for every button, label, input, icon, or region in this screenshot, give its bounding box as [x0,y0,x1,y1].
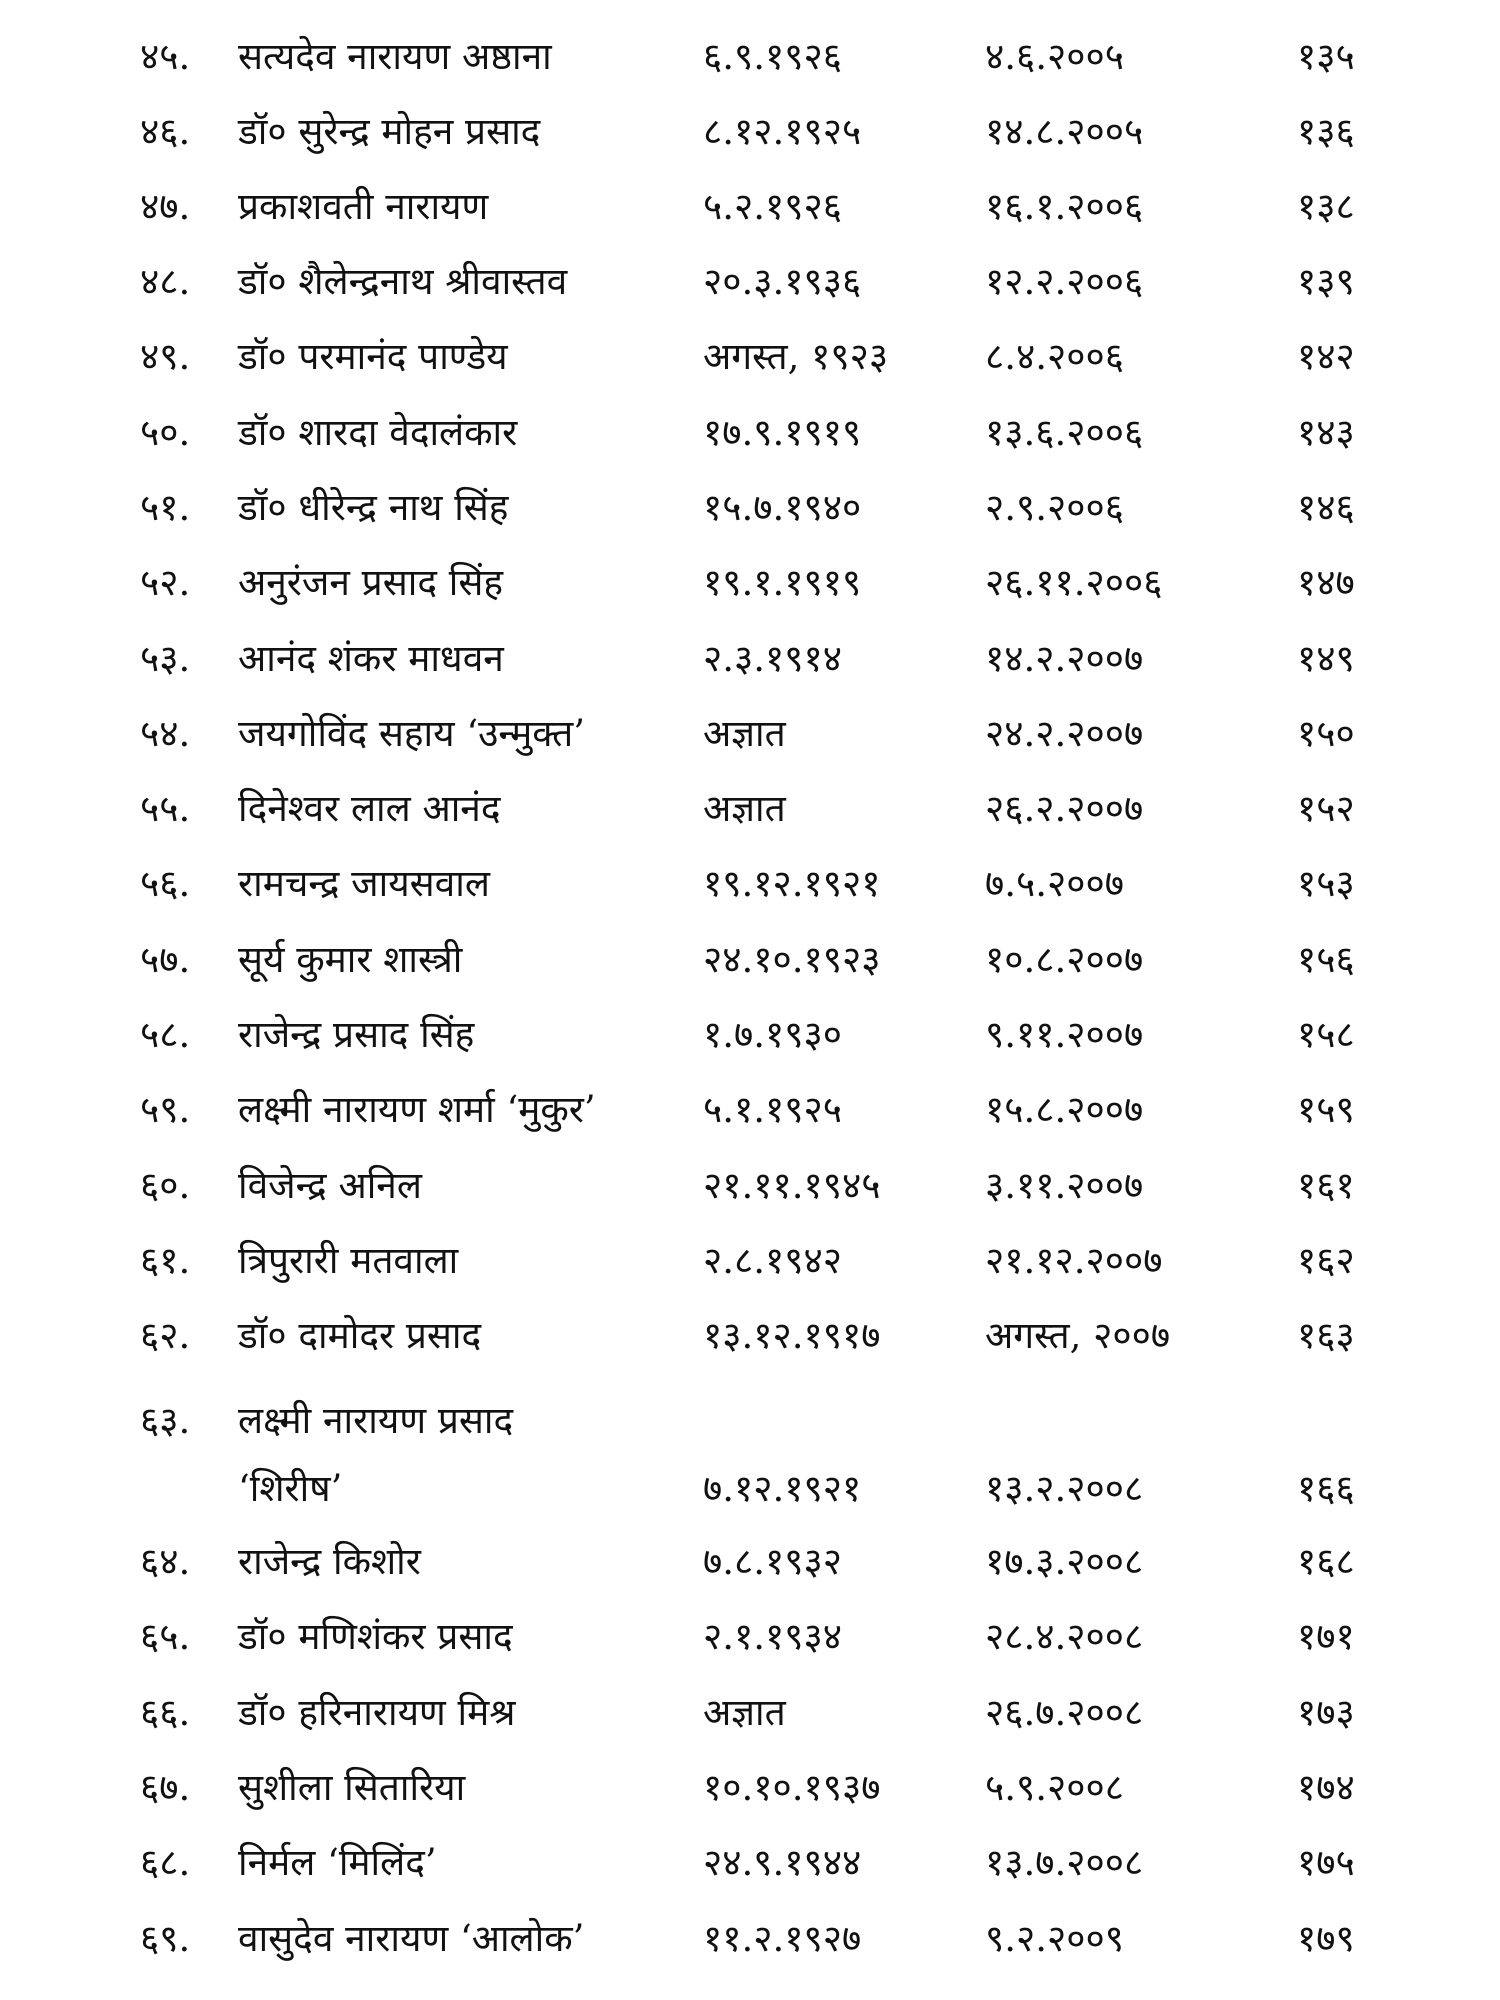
index-entry [0,1231,1500,1291]
entry-name: त्रिपुरारी मतवाला [238,1239,459,1282]
entry-death-date: १७.३.२००८ [985,1540,1144,1583]
entry-page-number: १३९ [1297,260,1355,303]
entry-name: डॉ० परमानंद पाण्डेय [238,335,508,378]
entry-birth-date: ११.२.१९२७ [703,1917,862,1960]
entry-death-date: १२.२.२००६ [985,260,1144,303]
entry-birth-date: १३.१२.१९१७ [703,1314,881,1357]
entry-name: आनंद शंकर माधवन [238,637,504,680]
entry-number: ४५. [140,35,191,78]
entry-number: ६९. [140,1917,191,1960]
index-entry [0,779,1500,839]
index-entry [0,478,1500,538]
entry-birth-date: ७.८.१९३२ [703,1540,842,1583]
entry-death-date: १६.१.२००६ [985,185,1144,228]
entry-birth-date: २४.९.१९४४ [703,1841,862,1884]
index-entry [0,1080,1500,1140]
entry-birth-date: २१.११.१९४५ [703,1164,881,1207]
entry-page-number: १७४ [1297,1766,1355,1809]
entry-page-number: १४२ [1297,335,1355,378]
entry-death-date: १३.७.२००८ [985,1841,1144,1884]
entry-birth-date: ७.१२.१९२१ [703,1467,862,1510]
entry-page-number: १६१ [1297,1164,1355,1207]
entry-name-continuation: ‘शिरीष’ [238,1467,343,1510]
entry-number: ५२. [140,561,191,604]
entry-death-date: ७.५.२००७ [985,862,1124,905]
entry-name: सत्यदेव नारायण अष्ठाना [238,35,552,78]
entry-death-date: ५.९.२००८ [985,1766,1124,1809]
entry-birth-date: २४.१०.१९२३ [703,938,881,981]
entry-birth-date: २.८.१९४२ [703,1239,842,1282]
entry-number: ६३. [140,1399,191,1442]
entry-name: प्रकाशवती नारायण [238,185,489,228]
entry-birth-date: २.३.१९१४ [703,637,842,680]
entry-name: विजेन्द्र अनिल [238,1164,422,1207]
entry-number: ५६. [140,862,191,905]
entry-number: ५३. [140,637,191,680]
entry-page-number: १४३ [1297,411,1355,454]
entry-death-date: १३.६.२००६ [985,411,1144,454]
entry-name: डॉ० धीरेन्द्र नाथ सिंह [238,486,509,529]
entry-number: ६७. [140,1766,191,1809]
index-entry [0,1758,1500,1818]
entry-page-number: १७५ [1297,1841,1355,1884]
entry-page-number: १४७ [1297,561,1355,604]
entry-number: ६०. [140,1164,191,1207]
entry-number: ५४. [140,712,191,755]
entry-page-number: १५२ [1297,787,1355,830]
entry-birth-date: ६.९.१९२६ [703,35,842,78]
entry-birth-date: १.७.१९३० [703,1013,842,1056]
index-entry [0,1306,1500,1366]
entry-birth-date: २०.३.१९३६ [703,260,862,303]
entry-death-date: १०.८.२००७ [985,938,1144,981]
entry-birth-date: १५.७.१९४० [703,486,862,529]
entry-birth-date: अज्ञात [703,787,786,830]
entry-page-number: १७९ [1297,1917,1355,1960]
entry-death-date: २८.४.२००८ [985,1615,1144,1658]
entry-page-number: १५६ [1297,938,1355,981]
entry-birth-date: अज्ञात [703,1691,786,1734]
entry-death-date: ३.११.२००७ [985,1164,1144,1207]
entry-death-date: २६.११.२००६ [985,561,1163,604]
entry-name: लक्ष्मी नारायण प्रसाद [238,1399,514,1442]
entry-page-number: १३५ [1297,35,1355,78]
index-entry [0,27,1500,87]
entry-death-date: १३.२.२००८ [985,1467,1144,1510]
entry-name: सुशीला सितारिया [238,1766,466,1809]
entry-death-date: १४.२.२००७ [985,637,1144,680]
entry-name: डॉ० सुरेन्द्र मोहन प्रसाद [238,110,541,153]
entry-name: वासुदेव नारायण ‘आलोक’ [238,1917,585,1960]
entry-name: डॉ० मणिशंकर प्रसाद [238,1615,513,1658]
entry-page-number: १५९ [1297,1088,1355,1131]
entry-name: अनुरंजन प्रसाद सिंह [238,561,503,604]
entry-death-date: १४.८.२००५ [985,110,1144,153]
entry-name: निर्मल ‘मिलिंद’ [238,1841,437,1884]
entry-birth-date: ५.२.१९२६ [703,185,842,228]
entry-death-date: २१.१२.२००७ [985,1239,1163,1282]
entry-name: राजेन्द्र किशोर [238,1540,421,1583]
entry-number: ६८. [140,1841,191,1884]
entry-page-number: १६२ [1297,1239,1355,1282]
entry-number: ६५. [140,1615,191,1658]
entry-name: सूर्य कुमार शास्त्री [238,938,463,981]
entry-birth-date: १९.१.१९१९ [703,561,862,604]
entry-birth-date: १०.१०.१९३७ [703,1766,881,1809]
entry-death-date: २.९.२००६ [985,486,1124,529]
entry-name: डॉ० दामोदर प्रसाद [238,1314,482,1357]
entry-death-date: अगस्त, २००७ [985,1314,1171,1357]
entry-death-date: १५.८.२००७ [985,1088,1144,1131]
entry-number: ५९. [140,1088,191,1131]
entry-page-number: १४९ [1297,637,1355,680]
entry-death-date: ८.४.२००६ [985,335,1124,378]
entry-name: जयगोविंद सहाय ‘उन्मुक्त’ [238,712,585,755]
entry-death-date: २६.२.२००७ [985,787,1144,830]
index-entry [0,1683,1500,1743]
index-entry [0,704,1500,764]
entry-page-number: १३६ [1297,110,1355,153]
index-entry [0,177,1500,237]
entry-name: डॉ० शारदा वेदालंकार [238,411,518,454]
index-entry [0,327,1500,387]
entry-page-number: १४६ [1297,486,1355,529]
index-entry [0,403,1500,463]
entry-birth-date: २.१.१९३४ [703,1615,842,1658]
entry-number: ६२. [140,1314,191,1357]
index-entry [0,1909,1500,1969]
entry-death-date: २४.२.२००७ [985,712,1144,755]
entry-name: डॉ० शैलेन्द्रनाथ श्रीवास्तव [238,260,568,303]
entry-name: लक्ष्मी नारायण शर्मा ‘मुकुर’ [238,1088,596,1131]
entry-page-number: १५० [1297,712,1355,755]
entry-death-date: ९.११.२००७ [985,1013,1144,1056]
entry-number: ५७. [140,938,191,981]
entry-name: डॉ० हरिनारायण मिश्र [238,1691,516,1734]
entry-page-number: १६८ [1297,1540,1355,1583]
entry-birth-date: १७.९.१९१९ [703,411,862,454]
index-entry [0,1532,1500,1592]
entry-page-number: १५३ [1297,862,1355,905]
index-entry [0,102,1500,162]
entry-birth-date: ५.१.१९२५ [703,1088,842,1131]
entry-number: ४९. [140,335,191,378]
entry-birth-date: ८.१२.१९२५ [703,110,862,153]
entry-number: ४८. [140,260,191,303]
entry-death-date: ९.२.२००९ [985,1917,1124,1960]
entry-name: रामचन्द्र जायसवाल [238,862,490,905]
entry-number: ५१. [140,486,191,529]
entry-page-number: १७३ [1297,1691,1355,1734]
index-entry [0,1391,1500,1526]
entry-number: ५०. [140,411,191,454]
entry-page-number: १५८ [1297,1013,1355,1056]
entry-number: ५५. [140,787,191,830]
entry-number: ६४. [140,1540,191,1583]
index-entry [0,1005,1500,1065]
entry-page-number: १३८ [1297,185,1355,228]
index-entry [0,1156,1500,1216]
entry-number: ६१. [140,1239,191,1282]
entry-birth-date: १९.१२.१९२१ [703,862,881,905]
entry-number: ४७. [140,185,191,228]
index-entry [0,1833,1500,1893]
entry-name: दिनेश्वर लाल आनंद [238,787,501,830]
entry-birth-date: अगस्त, १९२३ [703,335,889,378]
entry-birth-date: अज्ञात [703,712,786,755]
entry-number: ५८. [140,1013,191,1056]
entry-death-date: ४.६.२००५ [985,35,1124,78]
index-entry [0,854,1500,914]
index-entry [0,1607,1500,1667]
entry-page-number: १७१ [1297,1615,1355,1658]
index-entry [0,629,1500,689]
entry-number: ४६. [140,110,191,153]
entry-death-date: २६.७.२००८ [985,1691,1144,1734]
index-entry [0,252,1500,312]
index-entry [0,930,1500,990]
entry-number: ६६. [140,1691,191,1734]
entry-name: राजेन्द्र प्रसाद सिंह [238,1013,475,1056]
index-entry [0,553,1500,613]
entry-page-number: १६३ [1297,1314,1355,1357]
entry-page-number: १६६ [1297,1467,1355,1510]
